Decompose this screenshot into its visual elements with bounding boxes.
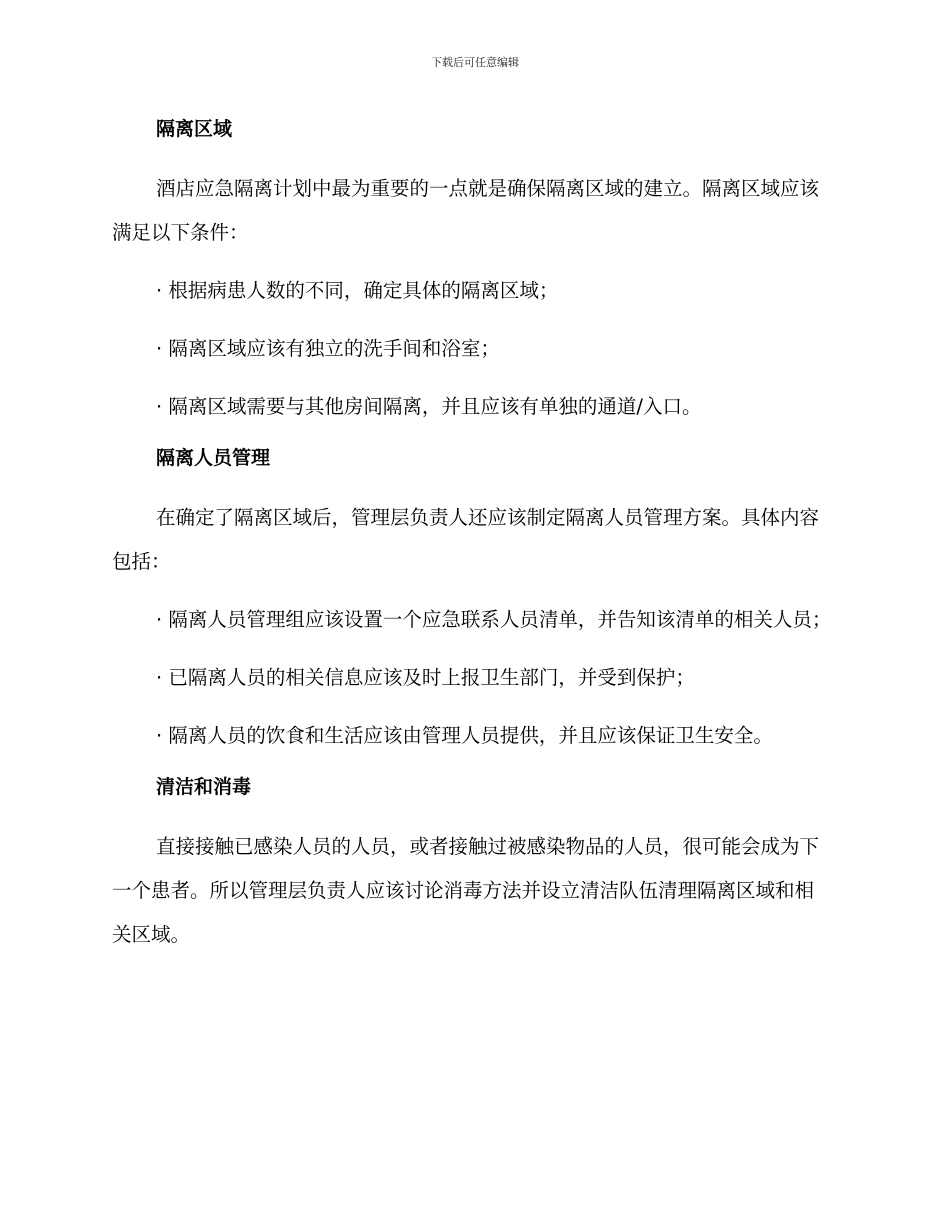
bullet-item: · 隔离人员管理组应该设置一个应急联系人员清单，并告知该清单的相关人员； (156, 608, 832, 631)
section-heading-isolation-personnel: 隔离人员管理 (156, 447, 271, 469)
bullet-item: · 隔离人员的饮食和生活应该由管理人员提供，并且应该保证卫生安全。 (156, 724, 773, 747)
paragraph: 在确定了隔离区域后，管理层负责人还应该制定隔离人员管理方案。具体内容包括： (112, 506, 820, 573)
paragraph: 直接接触已感染人员的人员，或者接触过被感染物品的人员，很可能会成为下一个患者。所以管理层负责人应该讨论消毒方法并设立清洁队伍清理隔离区域和相关区域。 (112, 835, 820, 946)
paragraph: 酒店应急隔离计划中最为重要的一点就是确保隔离区域的建立。隔离区域应该满足以下条件： (112, 177, 820, 244)
bullet-item: · 隔离区域需要与其他房间隔离，并且应该有单独的通道/入口。 (156, 395, 702, 418)
document-body (112, 114, 832, 971)
bullet-item: · 已隔离人员的相关信息应该及时上报卫生部门，并受到保护； (156, 666, 695, 689)
bullet-item: · 隔离区域应该有独立的洗手间和浴室； (156, 337, 500, 360)
section-heading-cleaning: 清洁和消毒 (156, 776, 252, 798)
page-header: 下载后可任意编辑 (431, 56, 519, 69)
bullet-item: · 根据病患人数的不同，确定具体的隔离区域； (156, 279, 559, 302)
section-heading-isolation-area: 隔离区域 (156, 118, 233, 140)
